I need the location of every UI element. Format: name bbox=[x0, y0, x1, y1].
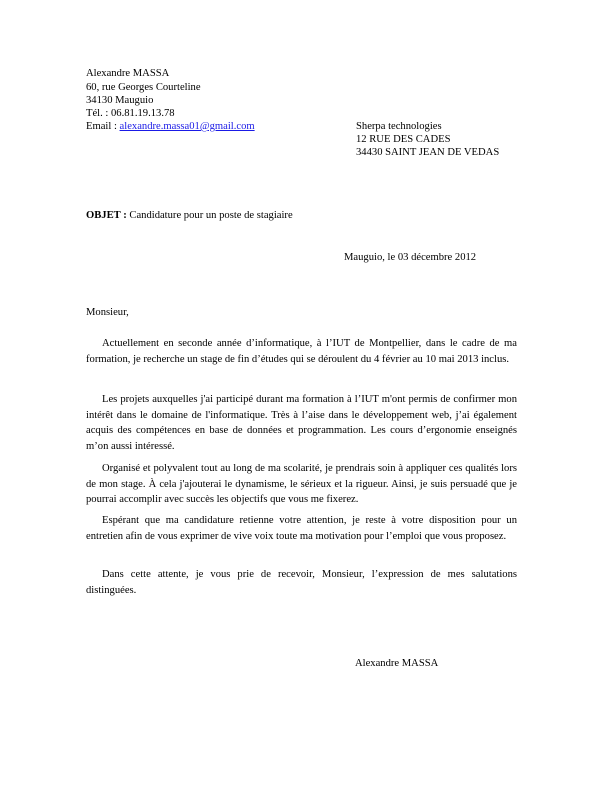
subject-label: OBJET : bbox=[86, 210, 127, 221]
paragraph-1-text: Actuellement en seconde année d’informatique, à l’IUT de Montpellier, dans le cadre de ma formation, je recherche un stage de fin d’études qui se déroulent du 4 février au 10 mai 2013 inclus. bbox=[86, 338, 517, 365]
subject-line bbox=[86, 209, 293, 223]
body-paragraph-2 bbox=[86, 392, 517, 454]
paragraph-5-text: Dans cette attente, je vous prie de recevoir, Monsieur, l’expression de mes salutations distinguées. bbox=[86, 569, 517, 596]
paragraph-4-text: Espérant que ma candidature retienne votre attention, je reste à votre disposition pour un entretien afin de vous exprimer de vive voix toute ma motivation pour l’emploi que vous proposez. bbox=[86, 515, 517, 542]
sender-email-label: Email : bbox=[86, 121, 120, 132]
paragraph-3-text: Organisé et polyvalent tout au long de ma scolarité, je prendrais soin à appliquer ces qualités lors de mon stage. À cela j'ajouterai le dynamisme, le sérieux et la rigueur. Ainsi, je suis persuadé que je pourrai accomplir avec succès les objectifs que vous me fixerez. bbox=[86, 463, 517, 505]
letter-date: Mauguio, le 03 décembre 2012 bbox=[344, 252, 477, 263]
signature: Alexandre MASSA bbox=[355, 658, 439, 669]
body-paragraph-5 bbox=[86, 567, 517, 598]
recipient-company: Sherpa technologies bbox=[356, 121, 442, 132]
sender-city: 34130 Mauguio bbox=[86, 95, 154, 106]
recipient-city: 34430 SAINT JEAN DE VEDAS bbox=[356, 147, 500, 158]
sender-email-line bbox=[86, 120, 255, 134]
salutation: Monsieur, bbox=[86, 307, 129, 318]
sender-street: 60, rue Georges Courteline bbox=[86, 82, 201, 93]
sender-phone: Tél. : 06.81.19.13.78 bbox=[86, 108, 175, 119]
paragraph-2-text: Les projets auxquelles j'ai participé durant ma formation à l’IUT m'ont permis de confirmer mon intérêt dans le domaine de l'informatique. Très à l’aise dans le développement web, j’ai également acquis des compétences en base de données et programmation. Les cours d’ergonomie enseignés m’on aussi intéressé. bbox=[86, 394, 517, 452]
sender-email-link[interactable]: alexandre.massa01@gmail.com bbox=[119, 121, 255, 132]
body-paragraph-1 bbox=[86, 336, 517, 367]
body-paragraph-3 bbox=[86, 461, 517, 508]
sender-name: Alexandre MASSA bbox=[86, 68, 170, 79]
body-paragraph-4 bbox=[86, 513, 517, 544]
recipient-street: 12 RUE DES CADES bbox=[356, 134, 451, 145]
subject-text: Candidature pour un poste de stagiaire bbox=[126, 210, 293, 221]
